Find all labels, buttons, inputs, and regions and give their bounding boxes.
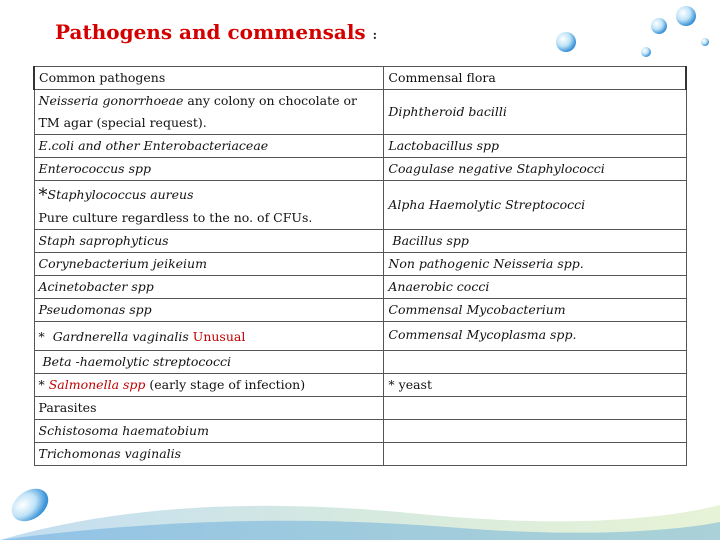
row-cell-left: Parasites [34,397,384,420]
row-cell-left [34,351,384,374]
header-commensal-flora: Commensal flora [384,67,686,90]
row-cell-right: Non pathogenic Neisseria spp. [384,253,686,276]
organism-note: (early stage of infection) [149,377,306,392]
row-cell-left: Schistosoma haematobium [34,420,384,443]
table-row [34,374,686,397]
row-cell-right: Alpha Haemolytic Streptococci [384,181,686,230]
organism-name: Neisseria gonorrhoeae [38,93,184,108]
table-row [34,253,686,276]
row-cell-right [384,420,686,443]
unusual-label: Unusual [192,329,246,344]
row-cell-right: * yeast [384,374,686,397]
row-cell-right [384,230,686,253]
table-row [34,90,686,135]
row-cell-right [384,351,686,374]
row-cell-left: Acinetobacter spp [34,276,384,299]
organism-name: Bacillus spp [392,233,469,248]
organism-note: Pure culture regardless to the no. of CFUs. [38,210,313,225]
table-row [34,299,686,322]
row-cell-left: Corynebacterium jeikeium [34,253,384,276]
row-cell-right: Diphtheroid bacilli [384,90,686,135]
table-row [34,276,686,299]
title-text: Pathogens and commensals [55,20,366,44]
row-cell-right: Commensal Mycoplasma spp. [384,322,686,351]
table-row [34,351,686,374]
table-row [34,443,686,466]
title-colon: : [372,28,378,42]
asterisk-marker: * [38,377,45,392]
organism-name: Beta -haemolytic streptococci [42,354,231,369]
organism-name: Gardnerella vaginalis [52,329,189,344]
page-title [55,20,377,44]
row-cell-right: Coagulase negative Staphylococci [384,158,686,181]
bottom-left-drop [6,482,55,528]
pathogens-table [33,66,687,466]
row-cell-left [34,90,384,135]
table-row [34,135,686,158]
table-row [34,158,686,181]
organism-note: any colony on chocolate or TM agar (special request). [38,93,357,130]
table-row [34,397,686,420]
header-common-pathogens: Common pathogens [34,67,384,90]
row-cell-right: Commensal Mycobacterium [384,299,686,322]
row-cell-left [34,322,384,351]
row-cell-left: Enterococcus spp [34,158,384,181]
top-right-drops [556,6,709,57]
row-cell-right: Anaerobic cocci [384,276,686,299]
row-cell-left: Trichomonas vaginalis [34,443,384,466]
row-cell-left: E.coli and other Enterobacteriaceae [34,135,384,158]
table-row [34,181,686,230]
asterisk-marker: * [38,329,45,344]
organism-name: Staphylococcus aureus [47,187,194,202]
row-cell-left [34,374,384,397]
bottom-waves [0,505,720,540]
row-cell-right: Lactobacillus spp [384,135,686,158]
table-row [34,230,686,253]
asterisk-marker: * [38,185,48,206]
table-header-row [34,67,686,90]
organism-name: Salmonella spp [48,377,146,392]
row-cell-left: Pseudomonas spp [34,299,384,322]
row-cell-left [34,181,384,230]
row-cell-left: Staph saprophyticus [34,230,384,253]
row-cell-right [384,443,686,466]
row-cell-right [384,397,686,420]
table-row [34,420,686,443]
table-row [34,322,686,351]
